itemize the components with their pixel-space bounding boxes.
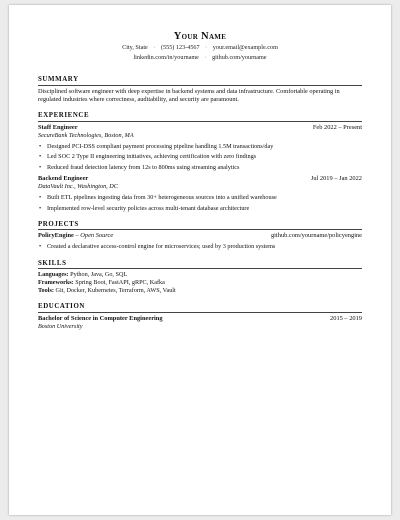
job-bullet: • Led SOC 2 Type II engineering initiatives, achieving certification with zero findings — [38, 153, 362, 161]
projects-heading: PROJECTS — [38, 221, 362, 231]
job-entry — [38, 124, 362, 173]
project-dash: – — [73, 232, 81, 240]
job-bullet: • Designed PCI-DSS compliant payment processing pipeline handling 1.5M transactions/day — [38, 143, 362, 151]
project-bullet: • Created a declarative access-control engine for microservices; used by 3 production systems — [38, 243, 362, 251]
project-bullets — [38, 243, 362, 251]
summary-heading: SUMMARY — [38, 76, 362, 86]
project-name: PolicyEngine — [38, 232, 74, 240]
job-company: DataVault Inc., Washington, DC — [38, 183, 118, 191]
job-role: Staff Engineer — [38, 123, 78, 131]
experience-heading: EXPERIENCE — [38, 112, 362, 122]
job-entry — [38, 175, 362, 213]
project-title — [38, 232, 113, 240]
contact-email[interactable]: your.email@example.com — [212, 44, 278, 51]
skills-heading: SKILLS — [38, 260, 362, 270]
resume-name: Your Name — [173, 31, 227, 42]
project-tag: Open Source — [80, 232, 114, 240]
job-company: SecureBank Technologies, Boston, MA — [38, 132, 134, 139]
education-header — [38, 315, 362, 323]
skill-label: Tools: — [38, 287, 54, 295]
contact-linkedin[interactable]: linkedin.com/in/yourname — [133, 53, 199, 61]
contact-separator: · — [204, 53, 207, 61]
job-header — [38, 124, 362, 132]
job-dates: Jul 2019 – Jan 2022 — [310, 174, 362, 182]
project-entry — [38, 232, 362, 251]
resume-page — [9, 5, 391, 515]
skill-value: Python, Java, Go, SQL — [68, 271, 128, 279]
skill-value: Spring Boot, FastAPI, gRPC, Kafka — [73, 279, 165, 287]
job-bullets — [38, 143, 362, 173]
job-bullet: • Reduced fraud detection latency from 12s to 800ms using streaming analytics — [38, 164, 362, 172]
summary-text: Disciplined software engineer with deep expertise in backend systems and data infrastructure. Comfortable operating in regulated industries where correctness, auditability, and security are paramount. — [38, 87, 340, 103]
job-bullet: • Built ETL pipelines ingesting data from 30+ heterogeneous sources into a unified warehouse — [38, 194, 362, 202]
skill-label: Frameworks: — [38, 279, 74, 287]
job-bullet: • Implemented row-level security policies across multi-tenant database architecture — [38, 205, 362, 213]
education-heading: EDUCATION — [38, 303, 362, 313]
job-header — [38, 175, 362, 183]
education-dates: 2015 – 2019 — [330, 314, 362, 322]
project-link[interactable]: github.com/yourname/policyengine — [270, 232, 362, 240]
skill-label: Languages: — [38, 271, 69, 279]
project-header — [38, 232, 362, 240]
job-role: Backend Engineer — [38, 174, 89, 182]
skill-row — [38, 279, 362, 287]
contact-github[interactable]: github.com/yourname — [212, 53, 267, 61]
contact-location: City, State — [122, 44, 148, 51]
contact-phone: (555) 123-4567 — [160, 44, 200, 51]
job-bullets — [38, 194, 362, 213]
contact-line-2 — [38, 53, 362, 63]
contact-separator: · — [153, 44, 156, 51]
contact-line-1 — [38, 43, 362, 53]
skill-row — [38, 287, 362, 295]
education-degree: Bachelor of Science in Computer Engineering — [38, 314, 163, 322]
contact-separator: · — [205, 44, 208, 51]
education-school: Boston University — [38, 323, 83, 331]
job-dates: Feb 2022 – Present — [312, 123, 362, 131]
skill-value: Git, Docker, Kubernetes, Terraform, AWS, Vault — [53, 287, 176, 295]
skill-row — [38, 271, 362, 279]
